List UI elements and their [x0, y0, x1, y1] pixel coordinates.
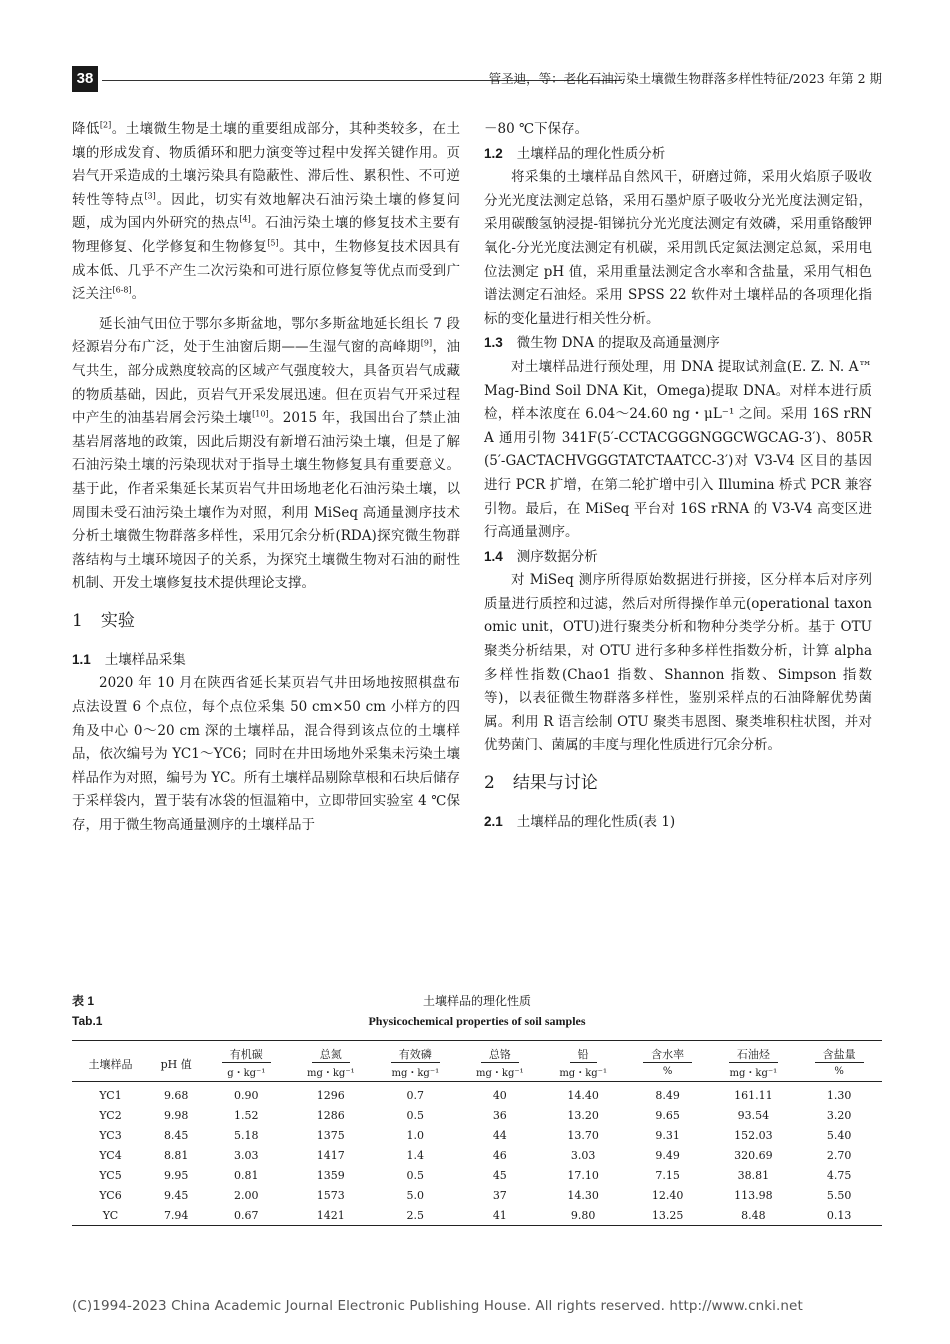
copyright-footer: (C)1994-2023 China Academic Journal Electronic Publishing House. All rights reserved. http://www.cnki.net	[72, 1298, 803, 1314]
table-cell: 113.98	[734, 1188, 773, 1202]
page-number: 38	[72, 66, 98, 92]
section-heading-1-2: 1.2 土壤样品的理化性质分析	[484, 145, 666, 162]
table-cell: 36	[492, 1108, 507, 1122]
table-cell: 8.81	[163, 1148, 189, 1162]
physicochemical-table	[72, 1040, 882, 1226]
right-column	[484, 118, 872, 835]
column-header: 铅	[541, 1041, 624, 1064]
column-header-ph: pH 值	[160, 1057, 192, 1071]
table-cell: 41	[492, 1208, 507, 1222]
running-title: 管圣迪，等：老化石油污染土壤微生物群落多样性特征/2023 年第 2 期	[488, 71, 882, 86]
table-cell: 8.48	[741, 1208, 766, 1222]
table-cell: 13.70	[567, 1128, 599, 1142]
column-unit: %	[662, 1065, 673, 1077]
table-cell: 8.45	[163, 1128, 189, 1142]
table-cell: 9.68	[163, 1088, 189, 1102]
column-header: 总氮	[289, 1041, 372, 1064]
column-header: 石油烃	[711, 1041, 797, 1064]
table-cell: YC4	[99, 1148, 122, 1162]
column-unit: %	[834, 1065, 844, 1077]
table-cell: 9.31	[655, 1128, 680, 1142]
column-header: 有效磷	[372, 1041, 458, 1064]
paragraph-data-analysis: 对 MiSeq 测序所得原始数据进行拼接，区分样本后对序列质量进行质控和过滤，然后对所得操作单元(operational taxonomic unit，OTU)进行聚类分析和物种分类学分析。基于 OTU 聚类分析结果，对 OTU 进行多种多样性指数分析，计算 alpha 多样性指数(Chao1 指数、Shannon 指数、Simpson 指数等)，以表征微生物群落多样性，鉴别采样点的石油降解优势菌属。利用 R 语言绘制 OTU 聚类韦恩图、聚类堆积柱状图，并对优势菌门、菌属的丰度与理化性质进行冗余分析。	[484, 572, 872, 754]
table-cell: 0.5	[406, 1108, 425, 1122]
table-cell: 2.00	[234, 1188, 259, 1202]
column-unit: mg・kg⁻¹	[476, 1067, 524, 1079]
table-cell: 37	[492, 1188, 507, 1202]
column-unit: mg・kg⁻¹	[729, 1067, 778, 1079]
table-row	[72, 1205, 882, 1226]
table-label-cn: 表 1	[72, 994, 95, 1008]
table-row	[72, 1165, 882, 1185]
column-unit: g・kg⁻¹	[227, 1067, 266, 1079]
section-heading-1-1: 1.1 土壤样品采集	[72, 651, 186, 668]
table-caption-en	[72, 1014, 882, 1036]
paragraph-intro: 降低[2]。土壤微生物是土壤的重要组成部分，其种类较多，在土壤的形成发育、物质循环和肥力演变等过程中发挥关键作用。页岩气开采造成的土壤污染具有隐蔽性、滞后性、累积性、不可逆转性等特点[3]。因此，切实有效地解决石油污染土壤的修复问题，成为国内外研究的热点[4]。石油污染土壤的修复技术主要有物理修复、化学修复和生物修复[5]。其中，生物修复技术因具有成本低、几乎不产生二次污染和可进行原位修复等优点而受到广泛关注[6-8]。	[72, 120, 461, 303]
table-cell: YC6	[99, 1188, 122, 1202]
table-cell: 1.52	[234, 1108, 259, 1122]
table-cell: 40	[492, 1088, 507, 1102]
table-cell: YC1	[99, 1088, 122, 1102]
table-cell: 152.03	[734, 1128, 773, 1142]
table-row	[72, 1082, 882, 1106]
table-cell: 17.10	[567, 1168, 599, 1182]
table-cell: 0.67	[234, 1208, 259, 1222]
table-cell: 320.69	[734, 1148, 773, 1162]
table-cell: 46	[492, 1148, 507, 1162]
table-row	[72, 1125, 882, 1145]
table-cell: 1375	[316, 1128, 345, 1142]
table-cell: 0.81	[234, 1168, 259, 1182]
table-cell: 7.94	[163, 1208, 189, 1222]
table-cell: 13.25	[651, 1208, 684, 1222]
paragraph-storage: －80 ℃下保存。	[484, 121, 589, 137]
table-cell: 9.80	[570, 1208, 596, 1222]
table-cell: 5.0	[406, 1188, 425, 1202]
table-cell: 3.03	[234, 1148, 259, 1162]
table-cell: 12.40	[651, 1188, 684, 1202]
table-cell: 14.40	[567, 1088, 599, 1102]
table-cell: 5.40	[826, 1128, 852, 1142]
table-caption-cn	[72, 992, 882, 1014]
section-heading-2-1: 2.1 土壤样品的理化性质(表 1)	[484, 814, 676, 831]
column-header-sample: 土壤样品	[88, 1057, 133, 1071]
table-cell: 3.20	[826, 1108, 852, 1122]
table-cell: 0.5	[406, 1168, 425, 1182]
column-unit: mg・kg⁻¹	[559, 1067, 607, 1079]
table-cell: 93.54	[737, 1108, 770, 1122]
section-heading-1-4: 1.4 测序数据分析	[484, 548, 598, 565]
table-cell: 1286	[316, 1108, 345, 1122]
table-cell: 9.65	[655, 1108, 680, 1122]
table-cell: 4.75	[826, 1168, 852, 1182]
column-header: 总铬	[458, 1041, 541, 1064]
table-cell: 9.45	[163, 1188, 189, 1202]
table-cell: 1296	[316, 1088, 345, 1102]
paragraph-background: 延长油气田位于鄂尔多斯盆地，鄂尔多斯盆地延长组长 7 段烃源岩分布广泛，处于生油窗后期——生湿气窗的高峰期[9]，油气共生，部分成熟度较高的区域产气强度较大，具备页岩气成藏的物质基础，因此，页岩气开采发展迅速。但在页岩气开采过程中产生的油基岩屑会污染土壤[10]。2015 年，我国出台了禁止油基岩屑落地的政策，因此后期没有新增石油污染土壤，但是了解石油污染土壤的污染现状对于指导土壤生物修复具有重要意义。基于此，作者采集延长某页岩气井田场地老化石油污染土壤，以周围未受石油污染土壤作为对照，利用 MiSeq 高通量测序技术分析土壤微生物群落多样性，采用冗余分析(RDA)探究微生物群落结构与土壤环境因子的关系，为探究土壤微生物对石油的耐性机制、开发土壤修复技术提供理论支撑。	[72, 315, 461, 592]
column-header: 含盐量	[796, 1041, 882, 1064]
table-cell: 9.95	[163, 1168, 189, 1182]
table-cell: 2.5	[406, 1208, 425, 1222]
table-row	[72, 1145, 882, 1165]
table-cell: 161.11	[734, 1088, 773, 1102]
table-cell: 0.13	[826, 1208, 852, 1222]
table-1	[72, 992, 882, 1226]
table-cell: 44	[492, 1128, 507, 1142]
table-cell: YC5	[99, 1168, 122, 1182]
table-label-en: Tab.1	[72, 1014, 103, 1028]
table-cell: 1.4	[406, 1148, 425, 1162]
table-cell: 0.90	[234, 1088, 259, 1102]
running-header	[72, 66, 882, 92]
table-cell: 7.15	[655, 1168, 680, 1182]
table-cell: 1359	[316, 1168, 345, 1182]
table-title-en: Physicochemical properties of soil samples	[368, 1014, 586, 1028]
column-header: 含水率	[625, 1041, 711, 1064]
table-cell: 13.20	[567, 1108, 599, 1122]
paragraph-sampling: 2020 年 10 月在陕西省延长某页岩气井田场地按照棋盘布点法设置 6 个点位，每个点位采集 50 cm×50 cm 小样方的四角及中心 0～20 cm 深的土壤样品，混合得到该点位的土壤样品，依次编号为 YC1～YC6；同时在井田场地外采集未污染土壤样品作为对照，编号为 YC。所有土壤样品剔除草根和石块后储存于采样袋内，置于装有冰袋的恒温箱中，立即带回实验室 4 ℃保存，用于微生物高通量测序的土壤样品于	[72, 675, 460, 834]
table-cell: 5.18	[234, 1128, 259, 1142]
table-cell: 45	[492, 1168, 507, 1182]
table-cell: 0.7	[406, 1088, 425, 1102]
table-cell: 38.81	[737, 1168, 770, 1182]
table-cell: 8.49	[655, 1088, 680, 1102]
table-title-cn: 土壤样品的理化性质	[422, 994, 531, 1008]
table-cell: 5.50	[826, 1188, 852, 1202]
column-header: 有机碳	[203, 1041, 289, 1064]
table-cell: YC	[102, 1208, 119, 1222]
column-unit: mg・kg⁻¹	[391, 1067, 440, 1079]
paragraph-physchem-methods: 将采集的土壤样品自然风干，研磨过筛，采用火焰原子吸收分光光度法测定总铬，采用石墨炉原子吸收分光光度法测定铅，采用碳酸氢钠浸提-钼锑抗分光光度法测定有效磷，采用重铬酸钾氧化-分光光度法测定有机碳，采用凯氏定氮法测定总氮，采用电位法测定 pH 值，采用重量法测定含水率和含盐量，采用气相色谱法测定石油烃。采用 SPSS 22 软件对土壤样品的各项理化指标的变化量进行相关性分析。	[484, 169, 872, 327]
table-cell: 1417	[316, 1148, 345, 1162]
section-heading-1-3: 1.3 微生物 DNA 的提取及高通量测序	[484, 335, 720, 352]
column-unit: mg・kg⁻¹	[306, 1067, 355, 1079]
table-cell: 1421	[316, 1208, 345, 1222]
table-cell: 9.98	[163, 1108, 189, 1122]
table-cell: 3.03	[570, 1148, 596, 1162]
table-row	[72, 1185, 882, 1205]
table-row	[72, 1105, 882, 1125]
table-cell: 14.30	[567, 1188, 599, 1202]
table-cell: 9.49	[655, 1148, 680, 1162]
left-column	[72, 118, 460, 838]
section-heading-2: 2 结果与讨论	[484, 773, 598, 794]
section-heading-1: 1 实验	[72, 610, 135, 631]
table-cell: YC3	[99, 1128, 122, 1142]
table-cell: 1.0	[406, 1128, 425, 1142]
paragraph-dna-extraction: 对土壤样品进行预处理，用 DNA 提取试剂盒(E. Z. N. A™ Mag-Bind Soil DNA Kit，Omega)提取 DNA。对样本进行质检，样本浓度在 6.04～24.60 ng・μL⁻¹ 之间。采用 16S rRNA 通用引物 341F(5′-CCTACGGGNGGCWGCAG-3′)、805R(5′-GACTACHVGGGTATCTAATCC-3′)对 V3-V4 区目的基因进行 PCR 扩增，在第二轮扩增中引入 Illumina 桥式 PCR 兼容引物。最后，在 MiSeq 平台对 16S rRNA 的 V3-V4 高变区进行高通量测序。	[484, 358, 872, 541]
table-cell: 1.30	[826, 1088, 852, 1102]
table-cell: 2.70	[826, 1148, 852, 1162]
table-cell: YC2	[99, 1108, 122, 1122]
table-cell: 1573	[316, 1188, 345, 1202]
